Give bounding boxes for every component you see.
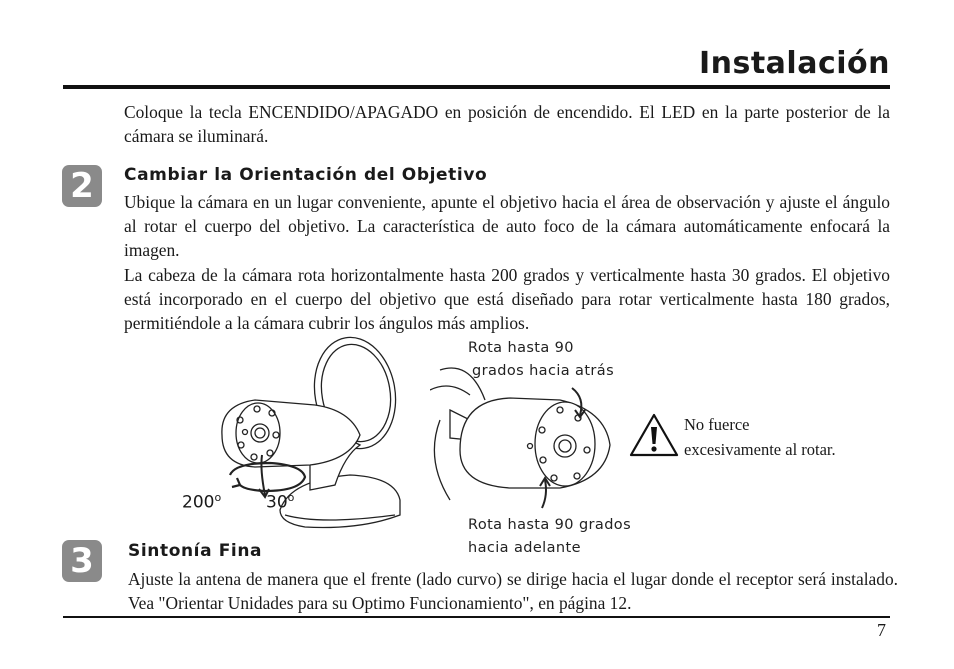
warning-line-1: No fuerce [684,415,750,434]
step2-paragraph-1: Ubique la cámara en un lugar conveniente, apunte el objetivo hacia el área de observación y ajuste el ángulo al rotar el cuerpo del objetivo. La característica de auto foco de la cámara automáticamente enfocará la imagen. [124,192,890,260]
horizontal-angle-label: 200$^o$ [182,491,222,513]
vertical-angle-label: 30$^o$ [266,491,295,513]
rotate-front-label-line1: Rota hasta 90 grados [468,517,632,533]
header-rule [63,85,890,89]
rotate-front-label-line2: hacia adelante [468,540,581,556]
warning-text [684,412,836,462]
step3-paragraph: Ajuste la antena de manera que el frente (lado curvo) se dirige hacia el lugar donde el receptor será instalado. Vea "Orientar Unidades para su Optimo Funcionamiento", en página 12. [128,569,898,613]
step-number-3: 3 [62,540,102,582]
step2-paragraph-2: La cabeza de la cámara rota horizontalmente hasta 200 grados y verticalmente hasta 30 grados. El objetivo está incorporado en el cuerpo del objetivo que está diseñado para rotar verticalmente hasta 180 grados, permitiéndole a la cámara cubrir los ángulos más amplios. [124,265,890,333]
footer-rule [63,616,890,618]
step2-heading: Cambiar la Orientación del Objetivo [124,165,488,185]
intro-paragraph: Coloque la tecla ENCENDIDO/APAGADO en posición de encendido. El LED en la parte posterior de la cámara se iluminará. [124,102,890,146]
page-number: 7 [877,620,886,640]
camera-rotation-illustration [210,335,410,535]
rotate-back-label-line2: grados hacia atrás [472,363,615,379]
warning-triangle-icon [628,412,680,458]
warning-line-2: excesivamente al rotar. [684,440,836,459]
lens-rotation-illustration [430,360,620,520]
page-title: Instalación [698,46,890,81]
step-number-2: 2 [62,165,102,207]
step3-heading: Sintonía Fina [128,541,263,561]
rotate-back-label-line1: Rota hasta 90 [468,340,574,356]
